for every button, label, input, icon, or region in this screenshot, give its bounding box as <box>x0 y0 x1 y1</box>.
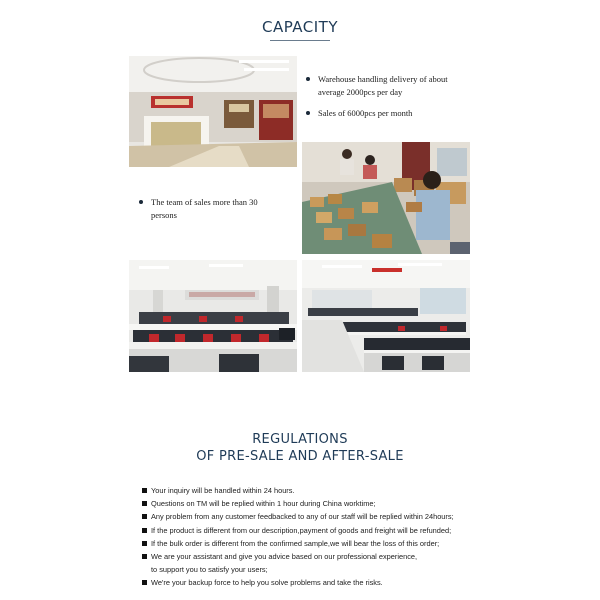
bullet-text: Sales of 6000pcs per month <box>318 108 413 118</box>
rule-text: We are your assistant and give you advice based on our professional experience, <box>151 552 418 562</box>
bullet-item <box>139 196 269 222</box>
rule-text: Any problem from any customer feedbacked to any of our staff will be replied within 24hours; <box>151 512 454 522</box>
rule-item <box>142 550 502 563</box>
square-bullet-icon <box>142 501 147 506</box>
square-bullet-icon <box>142 488 147 493</box>
capacity-bullets-top <box>306 73 466 128</box>
square-bullet-icon <box>142 554 147 559</box>
regulations-subtitle: OF PRE-SALE AND AFTER-SALE <box>196 449 404 464</box>
rule-item <box>142 576 502 589</box>
square-bullet-icon <box>142 528 147 533</box>
photo-sales-office-2 <box>302 260 470 372</box>
bullet-item <box>306 73 466 99</box>
rule-text: Your inquiry will be handled within 24 hours. <box>151 486 295 495</box>
square-bullet-icon <box>142 580 147 585</box>
bullet-dot-icon <box>306 77 310 81</box>
bullet-dot-icon <box>306 111 310 115</box>
rule-continuation: to support you to satisfy your users; <box>151 565 268 575</box>
photo-warehouse-packing <box>302 142 470 254</box>
rule-text: We're your backup force to help you solve problems and take the risks. <box>151 578 383 588</box>
rule-text: If the bulk order is different from the confirmed sample,we will bear the loss of this order; <box>151 538 440 548</box>
photo-sales-office-1 <box>129 260 297 372</box>
bullet-text: The team of sales more than 30 persons <box>151 197 258 220</box>
bullet-text: Warehouse handling delivery of about average 2000pcs per day <box>318 74 448 97</box>
title-underline <box>270 40 330 41</box>
capacity-bullets-left <box>139 196 269 230</box>
rule-item <box>142 537 502 550</box>
rule-item <box>142 497 502 510</box>
capacity-title: CAPACITY <box>261 18 339 36</box>
bullet-item <box>306 107 466 120</box>
rule-text: Questions on TM will be replied within 1 hour during China worktime; <box>151 499 376 509</box>
rule-item <box>142 524 502 537</box>
bullet-dot-icon <box>139 200 143 204</box>
regulations-title: REGULATIONS <box>252 432 348 447</box>
rule-item <box>142 484 502 497</box>
regulations-rules-list <box>142 484 502 590</box>
rule-text: If the product is different from our description,payment of goods and freight will be refunded; <box>151 525 452 535</box>
rule-item <box>142 510 502 523</box>
square-bullet-icon <box>142 541 147 546</box>
photo-reception-lobby <box>129 56 297 167</box>
square-bullet-icon <box>142 514 147 519</box>
